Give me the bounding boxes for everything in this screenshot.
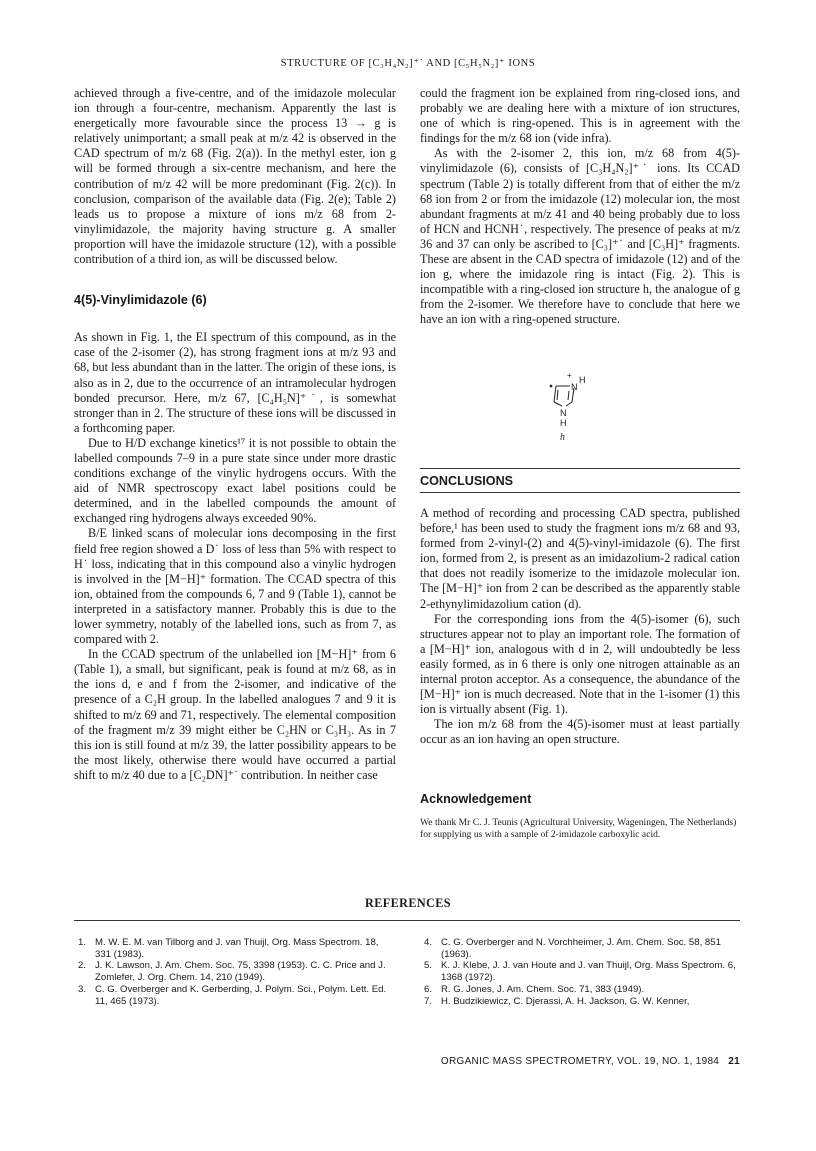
atom-h-top: H [579, 375, 586, 385]
paragraph: As shown in Fig. 1, the EI spectrum of this compound, as in the case of the 2-isomer (2), has strong fragment ions at m/z 93 and 68, but less abundant than in the latter. The origin of these ions, is also as in 2, due to the occurrence of an intramolecular hydrogen bonded precursor. Here, m/z 67, [C₄H₅N]⁺˙, is somewhat stronger than in 2. The structure of these ions will be discussed in a forthcoming paper. [74, 330, 396, 435]
reference-item: 1. M. W. E. M. van Tilborg and J. van Thuijl, Org. Mass Spectrom. 18, 331 (1983). [78, 937, 379, 960]
chemical-structure-h [540, 370, 620, 450]
conclusions-heading-wrap [420, 474, 740, 488]
acknowledgement-heading: Acknowledgement [420, 792, 532, 806]
section-heading: 4(5)-Vinylimidazole (6) [74, 293, 207, 308]
conclusions-body [420, 506, 740, 748]
paragraph: In the CCAD spectrum of the unlabelled ion [M−H]⁺ from 6 (Table 1), a small, but significant, peak is found at m/z 68, as in the ions d, e and f from the 2-isomer, and indicative of the presence of a C₂H group. In the labelled analogues 7 and 9 it is shifted to m/z 69 and 71, respectively. The elemental composition of the fragment m/z 39 might either be C₂HN or C₃H₃. As in 7 this ion is still found at m/z 39, the latter possibility appears to be the most likely, otherwise there would have occurred a partial shift to m/z 40 due to a [C₂DN]⁺˙ contribution. In neither case [74, 647, 396, 782]
paragraph: A method of recording and processing CAD spectra, published before,¹ has been used to study the fragment ions m/z 68 and 93, formed from 2-vinyl-(2) and 4(5)-vinyl-imidazole (6). The first ion, formed from 2, is present as an imidazolium-2 radical cation that does not readily isomerize to the imidazole molecular ion. The [M−H]⁺ ion from 2 can be described as the apparently stable 2-ethynylimidazolium cation (d). [420, 506, 740, 611]
atom-n-top: N [571, 382, 578, 392]
right-column [420, 86, 740, 328]
journal-citation: ORGANIC MASS SPECTROMETRY, VOL. 19, NO. 1, 1984 [440, 1056, 720, 1067]
ring-structure-icon [540, 370, 620, 450]
running-header: STRUCTURE OF [C₃H₄N₂]⁺˙ AND [C₅H₅N₂]⁺ IONS [280, 58, 536, 69]
conclusions-heading: CONCLUSIONS [420, 474, 514, 488]
page-number: 21 [728, 1056, 740, 1067]
divider [420, 468, 740, 469]
acknowledgement-text: We thank Mr C. J. Teunis (Agricultural University, Wageningen, The Netherlands) for supplying us with a sample of 2-imidazole carboxylic acid. [420, 817, 737, 840]
paragraph: could the fragment ion be explained from ring-closed ions, and probably we are dealing here with a mixture of ion structures, one of which is ring-opened. This is in agreement with the findings for the m/z 68 ion (vide infra). [420, 86, 740, 146]
structure-label: h [560, 432, 565, 443]
reference-item: 4. C. G. Overberger and N. Vorchheimer, J. Am. Chem. Soc. 58, 851 (1963). [424, 937, 721, 960]
plus-sign: + [567, 371, 572, 380]
atom-h-bottom: H [560, 418, 567, 428]
divider [74, 920, 740, 921]
journal-footer [420, 1056, 740, 1067]
references-right [420, 937, 740, 1007]
references-heading: REFERENCES [365, 896, 451, 910]
divider [420, 492, 740, 493]
paragraph: B/E linked scans of molecular ions decomposing in the first field free region showed a D˙ loss of less than 5% with respect to H˙ loss, indicating that in this compound also a vinylic hydrogen is involved in the [M−H]⁺ formation. The CCAD spectra of this ion, obtained from the compounds 6, 7 and 9 (Table 1), cannot be interpreted in a satisfactory manner. Probably this is due to the lower symmetry, notably of the labelled ions, such as from 7, as compared with 2. [74, 526, 396, 647]
paragraph: As with the 2-isomer 2, this ion, m/z 68 from 4(5)-vinylimidazole (6), consists of [C₃H₄N₂]⁺˙ ions. Its CCAD spectrum (Table 2) is totally different from that of either the m/z 68 ion from 2 or from the imidazole (12) molecular ion, the most abundant fragments at m/z 41 and 40 being probably due to loss of HCN and HCNH˙, respectively. The presence of peaks at m/z 36 and 37 can only be ascribed to [C₃]⁺˙ and [C₃H]⁺ fragments. These are absent in the CAD spectra of imidazole (12) and of the ion g, where the imidazole ring is intact (Fig. 2). This is incompatible with a ring-closed ion structure h, the analogue of g from the 2-isomer. We therefore have to conclude that here we have an ion with a ring-opened structure. [420, 146, 740, 327]
reference-item: 7. H. Budzikiewicz, C. Djerassi, A. H. Jackson, G. W. Kenner, [424, 995, 690, 1007]
paragraph: achieved through a five-centre, and of the imidazole molecular ion through a four-centre, mechanism. Apparently the last is energetically more favourable since the process 13 → g is relatively unimportant; a small peak at m/z 42 is observed in the CAD spectrum of m/z 68 (Fig. 2(a)). In the methyl ester, ion g will be formed through a six-centre mechanism, and here the contribution of m/z 42 will be more predominant (Fig. 2(c)). In conclusion, comparison of the available data (Fig. 2(e); Table 2) leads us to propose a mixture of ions m/z 68 from 2-vinylimidazole, the majority having structure g. A smaller proportion will have the imidazole structure (12), with a possible contribution of a third ion, as will be discussed below. [74, 86, 396, 267]
reference-item: 6. R. G. Jones, J. Am. Chem. Soc. 71, 383 (1949). [424, 983, 645, 995]
acknowledgement-section [420, 792, 740, 850]
atom-n-bottom: N [560, 408, 567, 418]
paragraph: Due to H/D exchange kinetics¹⁷ it is not possible to obtain the labelled compounds 7–9 in a pure state since under more drastic conditions exchange of the vinylic hydrogens occurs. With the aid of NMR spectroscopy exact label positions could be determined, and in the labelled compounds the amount of exchanged ring hydrogens always exceeded 90%. [74, 435, 396, 526]
reference-item: 3. C. G. Overberger and K. Gerberding, J. Polym. Sci., Polym. Lett. Ed. 11, 465 (1973). [78, 983, 387, 1007]
left-column [74, 86, 396, 783]
reference-item: 5. K. J. Klebe, J. J. van Houte and J. van Thuijl, Org. Mass Spectrom. 6, 1368 (1972). [424, 960, 736, 984]
references-left [74, 937, 394, 1007]
reference-item: 2. J. K. Lawson, J. Am. Chem. Soc. 75, 3398 (1953). C. C. Price and J. Zomlefer, J. Org. Chem. 14, 210 (1949). [78, 960, 386, 984]
paragraph: The ion m/z 68 from the 4(5)-isomer must at least partially occur as an ion having an open structure. [420, 717, 740, 747]
paragraph: For the corresponding ions from the 4(5)-isomer (6), such structures appear not to play an important role. The formation of a [M−H]⁺ ion, analogous with d in 2, will undoubtedly be less easily formed, as in 6 there is only one nitrogen attainable as an internal proton acceptor. As a consequence, the abundance of the [M−H]⁺ ion is much decreased. Note that in the 1-isomer (1) this ion is virtually absent (Fig. 1). [420, 611, 740, 717]
